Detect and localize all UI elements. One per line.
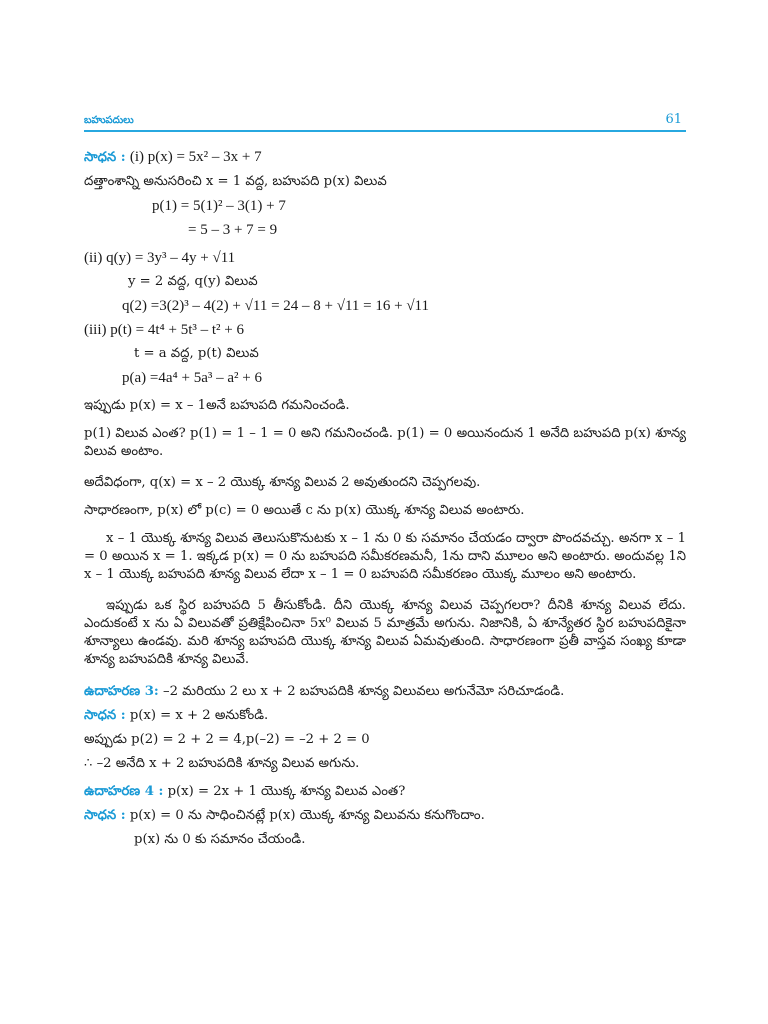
chapter-title: బహుపదులు	[84, 115, 134, 126]
header-rule	[84, 130, 686, 132]
page-header	[84, 112, 686, 132]
solution-label: సాధన :	[84, 808, 126, 824]
paragraph: ఇప్పుడు ఒక స్థిర బహుపది 5 తీసుకోండి. దీని యొక్క శూన్య విలువ చెప్పగలరా? దీనికి శూన్య విలువ లేదు. ఎందుకంటే x ను ఏ విలువతో ప్రతిక్షేపించినా 5x⁰ విలువ 5 మాత్రమే అగును. నిజానికి, ఏ శూన్యేతర స్థిర బహుపదికైనా శూన్యాలు ఉండవు. మరి శూన్య బహుపది యొక్క శూన్య విలువ ఏమవుతుంది. సాధారణంగా ప్రతీ వాస్తవ సంఖ్య కూడా శూన్య బహుపదికి శూన్య విలువే.	[84, 598, 686, 668]
solution-4-line	[84, 807, 686, 825]
solution-1-line	[84, 148, 686, 167]
equation: (ii) q(y) = 3y³ – 4y + √11	[84, 250, 236, 266]
text-line: సాధారణంగా, p(x) లో p(c) = 0 అయితే c ను p(x) యొక్క శూన్య విలువ అంటారు.	[84, 503, 525, 519]
equation: q(2) =3(2)³ – 4(2) + √11 = 24 – 8 + √11 = 16 + √11	[122, 298, 430, 314]
paragraph: x – 1 యొక్క శూన్య విలువ తెలుసుకొనుటకు x – 1 ను 0 కు సమానం చేయడం ద్వారా పొందవచ్చు. అనగా x – 1 = 0 అయిన x = 1. ఇక్కడ p(x) = 0 ను బహుపది సమీకరణమనీ, 1ను దాని మూలం అని అంటారు. అందువల్ల 1ని x – 1 యొక్క బహుపది శూన్య విలువ లేదా x – 1 = 0 బహుపది సమీకరణం యొక్క మూలం అని అంటారు.	[84, 531, 686, 583]
example-3-line	[84, 683, 686, 701]
text-line: దత్తాంశాన్ని అనుసరించి x = 1 వద్ద, బహుపది p(x) విలువ	[84, 174, 387, 189]
equation: p(1) = 5(1)² – 3(1) + 7	[152, 198, 286, 214]
equation: (iii) p(t) = 4t⁴ + 5t³ – t² + 6	[84, 322, 245, 338]
equation: అప్పుడు p(2) = 2 + 2 = 4,p(–2) = –2 + 2 = 0	[84, 732, 370, 748]
text-line: p(x) ను 0 కు సమానం చేయండి.	[134, 832, 306, 848]
text-line: –2 మరియు 2 లు x + 2 బహుపదికి శూన్య విలువలు అగునేమో సరిచూడండి.	[158, 684, 565, 700]
page-number: 61	[665, 112, 682, 127]
solution-3-line	[84, 707, 686, 725]
example-label: ఉదాహరణ 3:	[84, 684, 159, 700]
text-line: ∴ –2 అనేది x + 2 బహుపదికి శూన్య విలువ అగును.	[84, 756, 360, 772]
text-line: t = a వద్ద, p(t) విలువ	[134, 346, 259, 361]
text-line: p(x) = 2x + 1 యొక్క శూన్య విలువ ఎంత?	[163, 784, 406, 800]
example-label: ఉదాహరణ 4 :	[84, 784, 164, 800]
paragraph: p(1) విలువ ఎంత? p(1) = 1 – 1 = 0 అని గమనించండి. p(1) = 0 అయినందున 1 అనేది బహుపది p(x) శూన్య విలువ అంటాం.	[84, 426, 686, 459]
text-line: y = 2 వద్ద, q(y) విలువ	[128, 274, 258, 289]
text-line: అదేవిధంగా, q(x) = x – 2 యొక్క శూన్య విలువ 2 అవుతుందని చెప్పగలవు.	[84, 475, 481, 491]
solution-label: సాధన :	[84, 708, 126, 724]
equation: = 5 – 3 + 7 = 9	[188, 222, 278, 238]
solution-label: సాధన :	[84, 150, 126, 165]
page-content	[84, 148, 686, 849]
example-4-line	[84, 783, 686, 801]
equation: (i) p(x) = 5x² – 3x + 7	[129, 149, 262, 165]
text-line: ఇప్పుడు p(x) = x – 1అనే బహుపది గమనించండి.	[84, 398, 350, 413]
text-line: p(x) = x + 2 అనుకోండి.	[125, 708, 269, 724]
text-line: p(x) = 0 ను సాధించినట్లే p(x) యొక్క శూన్య విలువను కనుగొందాం.	[125, 808, 485, 824]
equation: p(a) =4a⁴ + 5a³ – a² + 6	[122, 370, 262, 386]
